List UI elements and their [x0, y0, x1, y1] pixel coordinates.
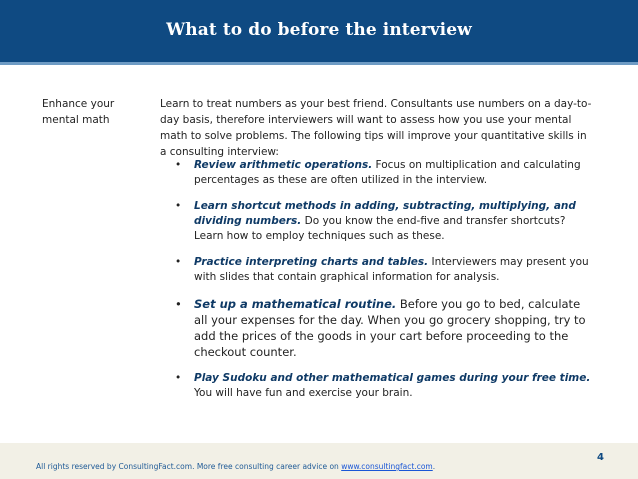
tip-title: Play Sudoku and other mathematical games during your free time. [194, 372, 591, 384]
tip-text: Do you know the end-five and transfer shortcuts? Learn how to employ techniques such as these. [194, 215, 566, 242]
tip-title: Practice interpreting charts and tables. [194, 256, 429, 268]
tip-title: Set up a mathematical routine. [194, 297, 397, 311]
tip-text: You will have fun and exercise your brain. [194, 387, 413, 399]
bullet-icon: • [175, 372, 182, 384]
page-title: What to do before the interview [166, 20, 472, 40]
section-label-line1: Enhance your [42, 98, 115, 110]
section-label [42, 96, 142, 128]
list-item [175, 296, 595, 360]
list-item [175, 255, 595, 285]
page-number: 4 [597, 452, 604, 463]
tip-title: Learn shortcut methods in adding, subtracting, multiplying, and dividing numbers. [194, 200, 576, 227]
footer-link[interactable]: www.consultingfact.com [341, 462, 433, 471]
bullet-icon: • [175, 200, 182, 212]
tip-title: Review arithmetic operations. [194, 159, 373, 171]
list-item [175, 371, 595, 401]
tip-text: Interviewers may present you with slides that contain graphical information for analysis. [194, 256, 589, 283]
bullet-icon: • [175, 297, 182, 311]
footer-text: All rights reserved by ConsultingFact.com. More free consulting career advice on [36, 462, 342, 471]
list-item [175, 199, 595, 244]
bullet-icon: • [175, 159, 182, 171]
tip-text: Focus on multiplication and calculating percentages as these are often utilized in the interview. [194, 159, 581, 186]
tip-text: Before you go to bed, calculate all your expenses for the day. When you go grocery shopping, try to add the prices of the goods in your cart before proceeding to the checkout counter. [194, 297, 586, 359]
bullet-icon: • [175, 256, 182, 268]
section-label-line2: mental math [42, 114, 110, 126]
footer-suffix: . [432, 462, 436, 471]
footer-bar [0, 443, 638, 479]
tips-list [175, 158, 595, 412]
intro-paragraph: Learn to treat numbers as your best friend. Consultants use numbers on a day-to-day basis, therefore interviewers will want to assess how you use your mental math to solve problems. The following tips will improve your quantitative skills in a consulting interview: [160, 98, 592, 158]
list-item [175, 158, 595, 188]
footer-copyright [36, 462, 435, 471]
